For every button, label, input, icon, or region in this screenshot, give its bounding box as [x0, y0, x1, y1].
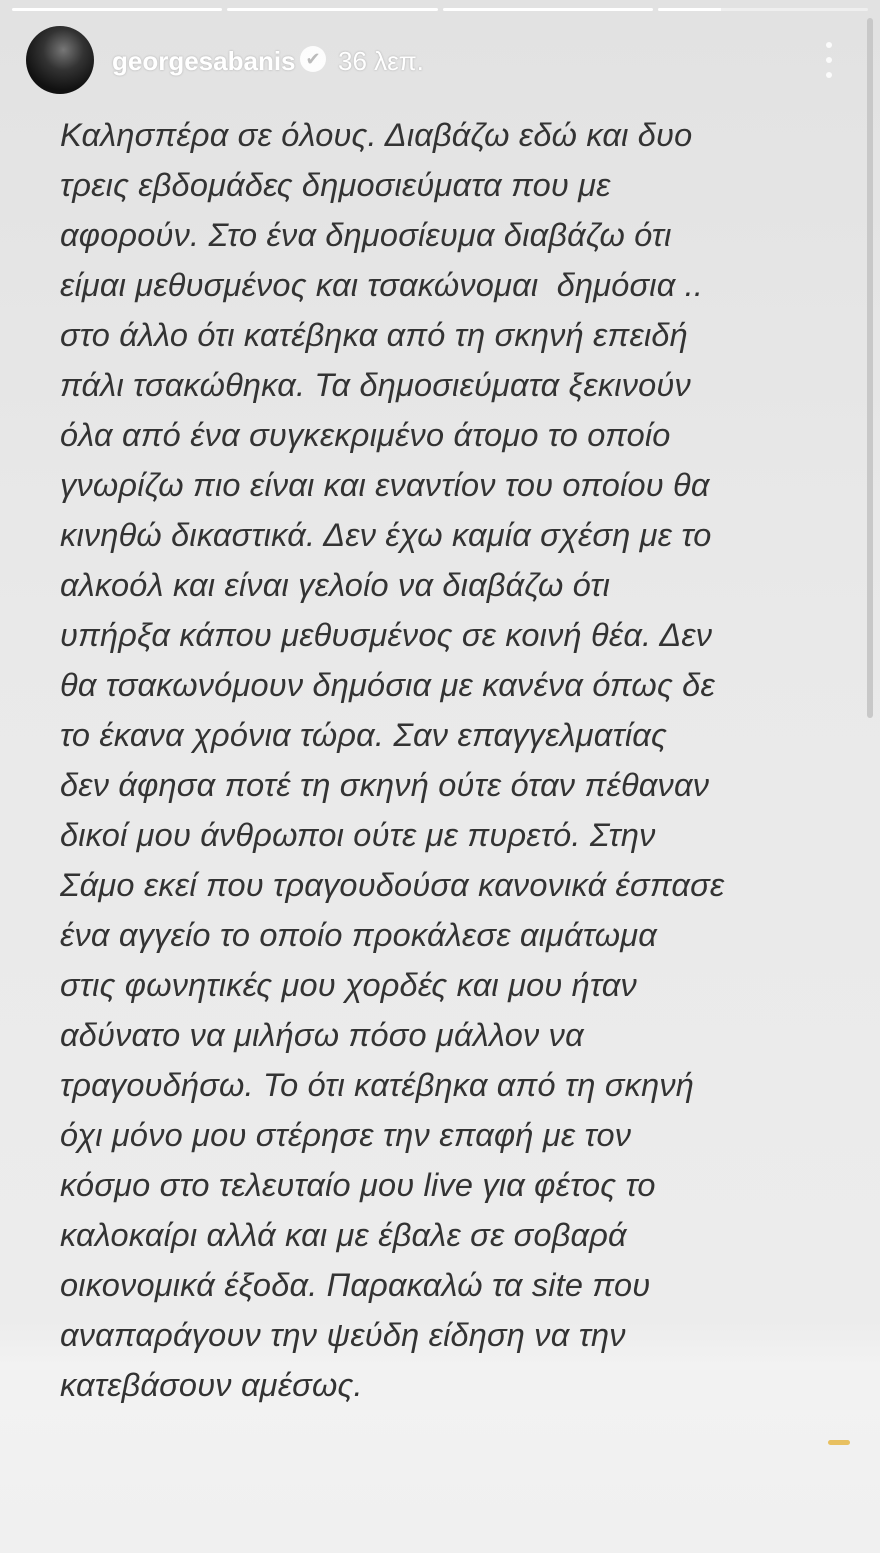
text-line: δικοί μου άνθρωποι ούτε με πυρετό. Στην — [60, 817, 656, 853]
text-line: αλκοόλ και είναι γελοίο να διαβάζω ότι — [60, 567, 611, 603]
text-line: είμαι μεθυσμένος και τσακώνομαι δημόσια .. — [60, 267, 704, 303]
text-line: οικονομικά έξοδα. Παρακαλώ τα site που — [60, 1267, 651, 1303]
verified-badge-icon: ✔ — [300, 46, 326, 72]
text-line: αδύνατο να μιλήσω πόσο μάλλον να — [60, 1017, 584, 1053]
text-line: όχι μόνο μου στέρησε την επαφή με τον — [60, 1117, 632, 1153]
story-progress-bar — [12, 8, 868, 11]
text-line: αφορούν. Στο ένα δημοσίευμα διαβάζω ότι — [60, 217, 672, 253]
text-line: Καλησπέρα σε όλους. Διαβάζω εδώ και δυο — [60, 117, 693, 153]
text-line: δεν άφησα ποτέ τη σκηνή ούτε όταν πέθαναν — [60, 767, 710, 803]
progress-segment — [658, 8, 868, 11]
progress-fill — [443, 8, 653, 11]
text-line: τρεις εβδομάδες δημοσιεύματα που με — [60, 167, 611, 203]
progress-segment — [227, 8, 437, 11]
text-line: κινηθώ δικαστικά. Δεν έχω καμία σχέση με το — [60, 517, 712, 553]
text-line: υπήρξα κάπου μεθυσμένος σε κοινή θέα. Δεν — [60, 617, 713, 653]
progress-fill — [12, 8, 222, 11]
text-line: καλοκαίρι αλλά και με έβαλε σε σοβαρά — [60, 1217, 627, 1253]
text-line: Σάμο εκεί που τραγουδούσα κανονικά έσπασε — [60, 867, 725, 903]
text-line: τραγουδήσω. Το ότι κατέβηκα από τη σκηνή — [60, 1067, 695, 1103]
text-line: θα τσακωνόμουν δημόσια με κανένα όπως δε — [60, 667, 715, 703]
text-line: στις φωνητικές μου χορδές και μου ήταν — [60, 967, 637, 1003]
text-line: αναπαράγουν την ψεύδη είδηση να την — [60, 1317, 626, 1353]
text-line: ένα αγγείο το οποίο προκάλεσε αιμάτωμα — [60, 917, 657, 953]
progress-segment — [443, 8, 653, 11]
scrollbar[interactable] — [867, 18, 873, 718]
text-line: πάλι τσακώθηκα. Τα δημοσιεύματα ξεκινούν — [60, 367, 691, 403]
text-line: κατεβάσουν αμέσως. — [60, 1367, 363, 1403]
story-text — [60, 110, 724, 1410]
progress-fill — [658, 8, 721, 11]
text-line: κόσμο στο τελευταίο μου live για φέτος το — [60, 1167, 656, 1203]
text-line: γνωρίζω πιο είναι και εναντίον του οποίου θα — [60, 467, 710, 503]
text-line: όλα από ένα συγκεκριμένο άτομο το οποίο — [60, 417, 671, 453]
progress-segment — [12, 8, 222, 11]
highlight-mark — [828, 1440, 850, 1445]
avatar[interactable] — [26, 26, 94, 94]
post-time: 36 λεπ. — [338, 46, 424, 76]
progress-fill — [227, 8, 437, 11]
text-line: το έκανα χρόνια τώρα. Σαν επαγγελματίας — [60, 717, 668, 753]
username[interactable]: georgesabanis — [112, 46, 296, 76]
text-line: στο άλλο ότι κατέβηκα από τη σκηνή επειδή — [60, 317, 688, 353]
more-options-icon[interactable] — [822, 42, 836, 78]
